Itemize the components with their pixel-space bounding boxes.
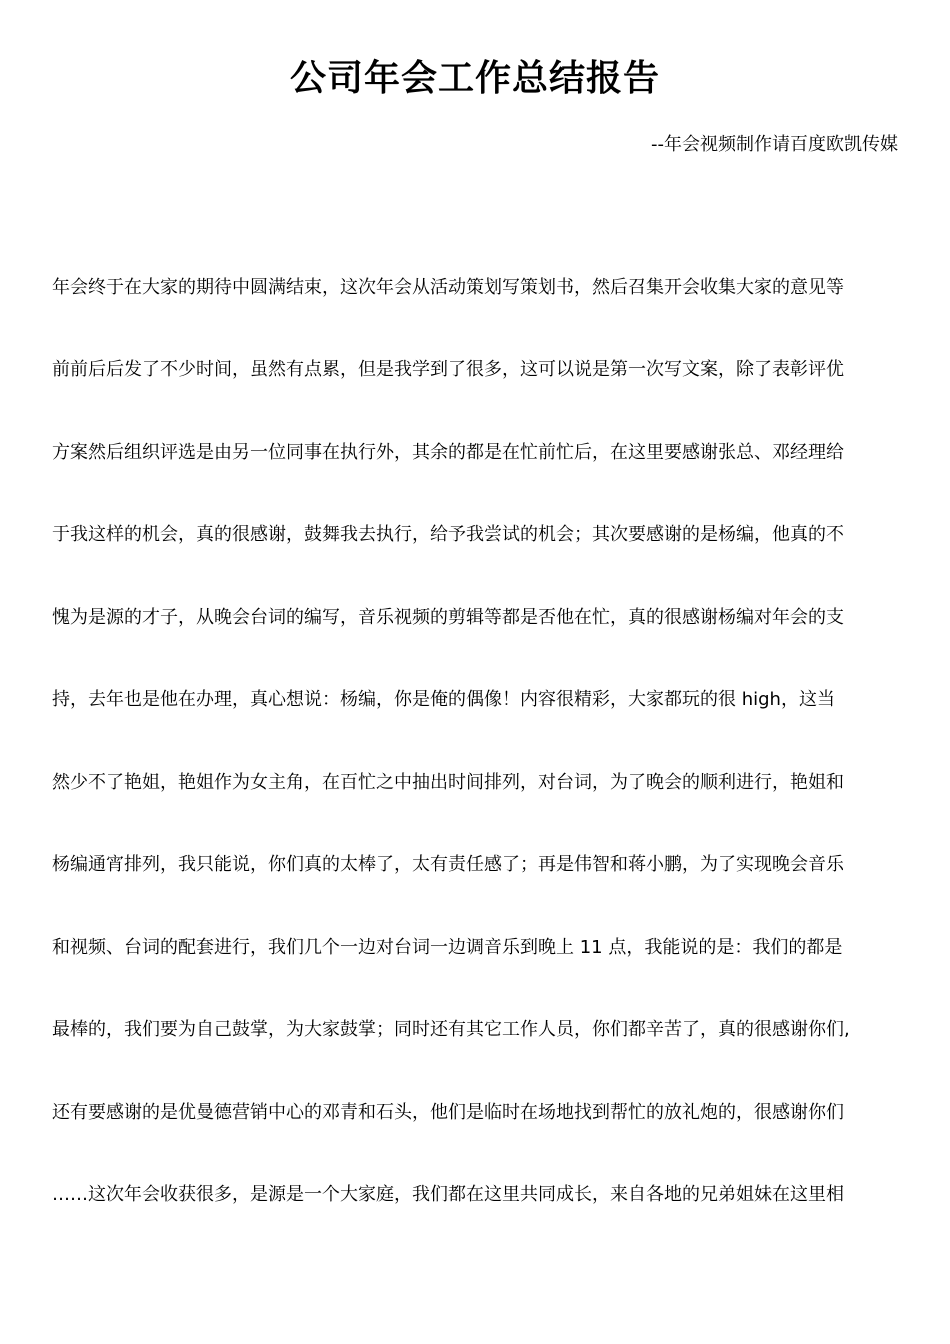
body-line: 方案然后组织评选是由另一位同事在执行外，其余的都是在忙前忙后，在这里要感谢张总、邓经理给: [52, 442, 844, 463]
body-line: 持，去年也是他在办理，真心想说：杨编，你是俺的偶像！内容很精彩，大家都玩的很 high，这当: [52, 689, 835, 710]
body-line: 和视频、台词的配套进行，我们几个一边对台词一边调音乐到晚上 11 点，我能说的是：我们的都是: [52, 937, 843, 958]
body-line: 杨编通宵排列，我只能说，你们真的太棒了，太有责任感了；再是伟智和蒋小鹏，为了实现晚会音乐: [52, 854, 844, 875]
body-line: ……这次年会收获很多，是源是一个大家庭，我们都在这里共同成长，来自各地的兄弟姐妹在这里相: [52, 1184, 844, 1205]
body-line: 于我这样的机会，真的很感谢，鼓舞我去执行，给予我尝试的机会；其次要感谢的是杨编，他真的不: [52, 524, 844, 545]
body-line: 年会终于在大家的期待中圆满结束，这次年会从活动策划写策划书，然后召集开会收集大家的意见等: [52, 277, 844, 298]
document-subtitle: --年会视频制作请百度欧凯传媒: [651, 134, 898, 155]
body-line: 然少不了艳姐，艳姐作为女主角，在百忙之中抽出时间排列，对台词，为了晚会的顺利进行，艳姐和: [52, 772, 844, 793]
document-title: 公司年会工作总结报告: [289, 57, 660, 99]
body-line: 愧为是源的才子，从晚会台词的编写，音乐视频的剪辑等都是否他在忙，真的很感谢杨编对年会的支: [52, 607, 844, 628]
body-line: 最棒的，我们要为自己鼓掌，为大家鼓掌；同时还有其它工作人员，你们都辛苦了，真的很感谢你们,: [52, 1019, 850, 1040]
body-line: 还有要感谢的是优曼德营销中心的邓青和石头，他们是临时在场地找到帮忙的放礼炮的，很感谢你们: [52, 1102, 844, 1123]
body-line: 前前后后发了不少时间，虽然有点累，但是我学到了很多，这可以说是第一次写文案，除了表彰评优: [52, 359, 844, 380]
